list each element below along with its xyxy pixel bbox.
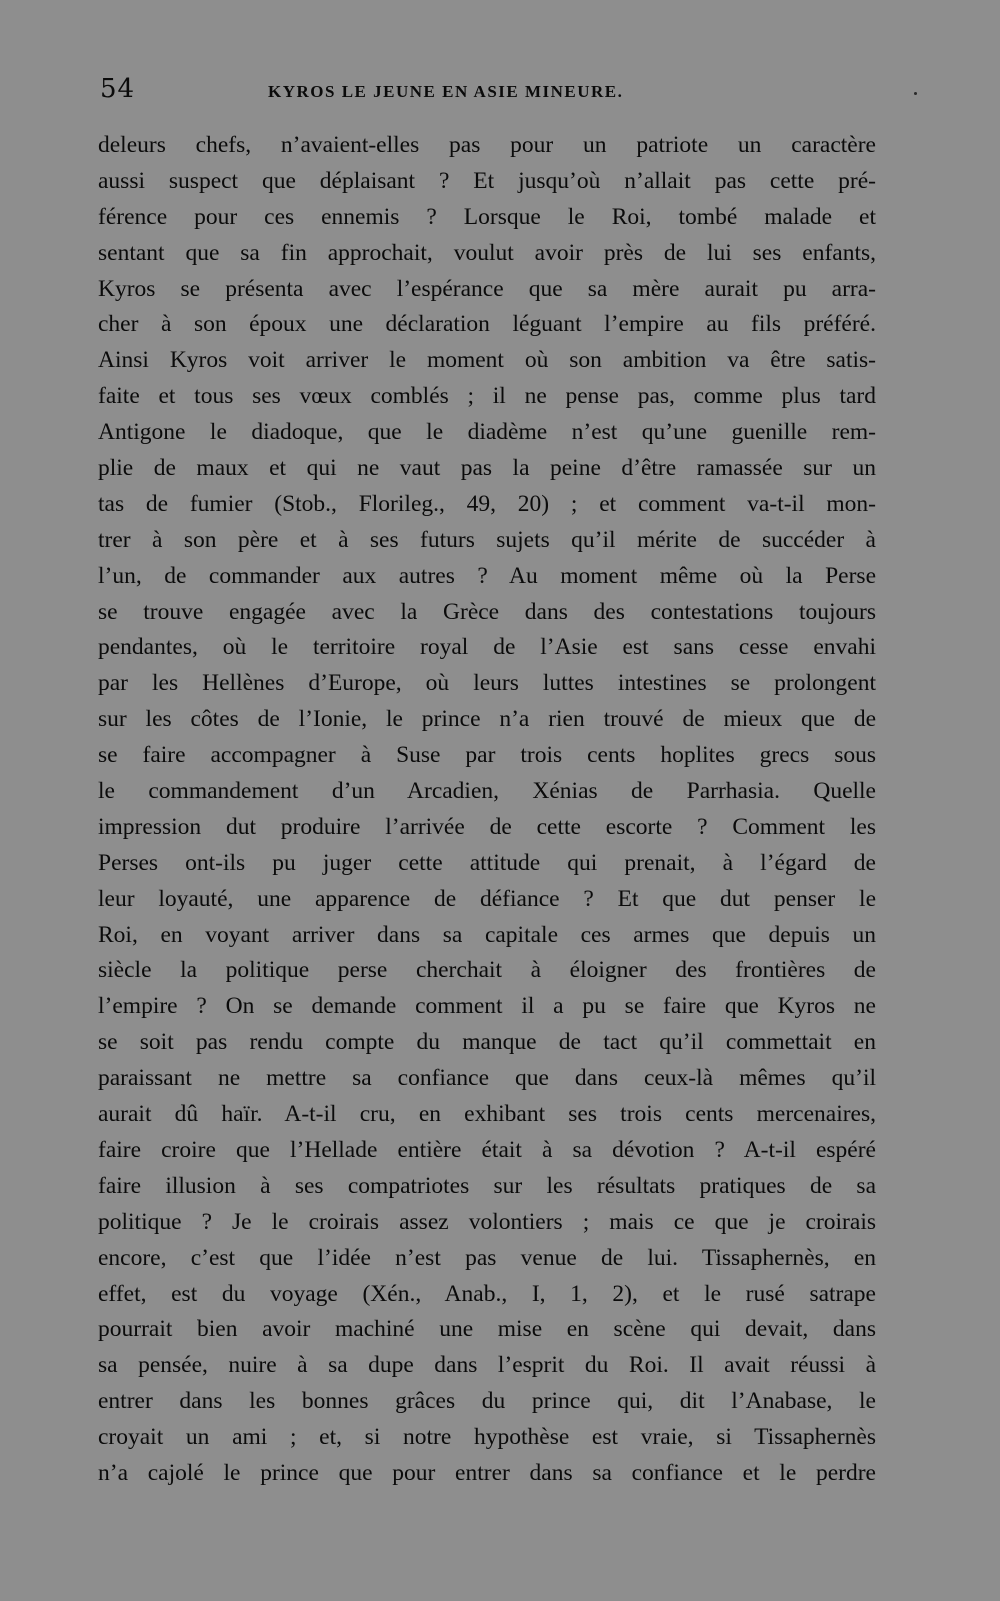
text-line: l’empire ? On se demande comment il a pu se faire que Kyros ne xyxy=(98,993,876,1020)
text-line: Perses ont-ils pu juger cette attitude qui prenait, à l’égard de xyxy=(98,849,876,876)
text-line: aussi suspect que déplaisant ? Et jusqu’où n’allait pas cette pré- xyxy=(98,167,876,194)
text-line: se trouve engagée avec la Grèce dans des contestations toujours xyxy=(98,598,876,625)
text-line: Roi, en voyant arriver dans sa capitale ces armes que depuis un xyxy=(98,921,876,948)
text-line: Antigone le diadoque, que le diadème n’est qu’une guenille rem- xyxy=(98,419,876,446)
text-line: pourrait bien avoir machiné une mise en scène qui devait, dans xyxy=(98,1316,876,1343)
text-line: tas de fumier (Stob., Florileg., 49, 20) ; et comment va-t-il mon- xyxy=(98,490,876,517)
text-line: sur les côtes de l’Ionie, le prince n’a rien trouvé de mieux que de xyxy=(98,706,876,733)
text-line: siècle la politique perse cherchait à éloigner des frontières de xyxy=(98,957,876,984)
text-line: impression dut produire l’arrivée de cette escorte ? Comment les xyxy=(98,813,876,840)
ink-speck xyxy=(914,92,917,95)
text-line: paraissant ne mettre sa confiance que dans ceux-là mêmes qu’il xyxy=(98,1065,876,1092)
text-line: férence pour ces ennemis ? Lorsque le Roi, tombé malade et xyxy=(98,203,876,230)
text-line: encore, c’est que l’idée n’est pas venue de lui. Tissaphernès, en xyxy=(98,1244,876,1271)
text-line: trer à son père et à ses futurs sujets qu’il mérite de succéder à xyxy=(98,526,876,553)
text-line: croyait un ami ; et, si notre hypothèse est vraie, si Tissaphernès xyxy=(98,1424,876,1451)
text-line: effet, est du voyage (Xén., Anab., I, 1, 2), et le rusé satrape xyxy=(98,1280,876,1307)
text-line: faire illusion à ses compatriotes sur les résultats pratiques de sa xyxy=(98,1172,876,1199)
body-text xyxy=(98,128,876,1492)
text-line: Kyros se présenta avec l’espérance que sa mère aurait pu arra- xyxy=(98,275,876,302)
text-line: se soit pas rendu compte du manque de tact qu’il commettait en xyxy=(98,1029,876,1056)
text-line: deleurs chefs, n’avaient-elles pas pour un patriote un caractère xyxy=(98,132,876,158)
text-line: plie de maux et qui ne vaut pas la peine d’être ramassée sur un xyxy=(98,455,876,482)
text-line: leur loyauté, une apparence de défiance ? Et que dut penser le xyxy=(98,885,876,912)
text-line: faire croire que l’Hellade entière était à sa dévotion ? A-t-il espéré xyxy=(98,1136,876,1163)
page-header xyxy=(100,70,880,110)
page-number: 54 xyxy=(100,74,136,104)
text-line: Ainsi Kyros voit arriver le moment où son ambition va être satis- xyxy=(98,347,876,374)
text-line: sentant que sa fin approchait, voulut avoir près de lui ses enfants, xyxy=(98,239,876,266)
text-line: l’un, de commander aux autres ? Au moment même où la Perse xyxy=(98,562,876,589)
text-line: cher à son époux une déclaration léguant l’empire au fils préféré. xyxy=(98,311,876,338)
text-line: par les Hellènes d’Europe, où leurs luttes intestines se prolongent xyxy=(98,670,876,697)
text-line: entrer dans les bonnes grâces du prince qui, dit l’Anabase, le xyxy=(98,1388,876,1415)
text-line: faite et tous ses vœux comblés ; il ne pense pas, comme plus tard xyxy=(98,383,876,410)
text-line: aurait dû haïr. A-t-il cru, en exhibant ses trois cents mercenaires, xyxy=(98,1101,876,1128)
text-line: sa pensée, nuire à sa dupe dans l’esprit du Roi. Il avait réussi à xyxy=(98,1352,876,1379)
text-line: pendantes, où le territoire royal de l’Asie est sans cesse envahi xyxy=(98,634,876,661)
text-line: n’a cajolé le prince que pour entrer dans sa confiance et le perdre xyxy=(98,1459,876,1486)
text-line: politique ? Je le croirais assez volontiers ; mais ce que je croirais xyxy=(98,1208,876,1235)
text-line: le commandement d’un Arcadien, Xénias de Parrhasia. Quelle xyxy=(98,778,876,805)
text-line: se faire accompagner à Suse par trois cents hoplites grecs sous xyxy=(98,742,876,769)
running-title: KYROS LE JEUNE EN ASIE MINEURE. xyxy=(268,82,624,101)
